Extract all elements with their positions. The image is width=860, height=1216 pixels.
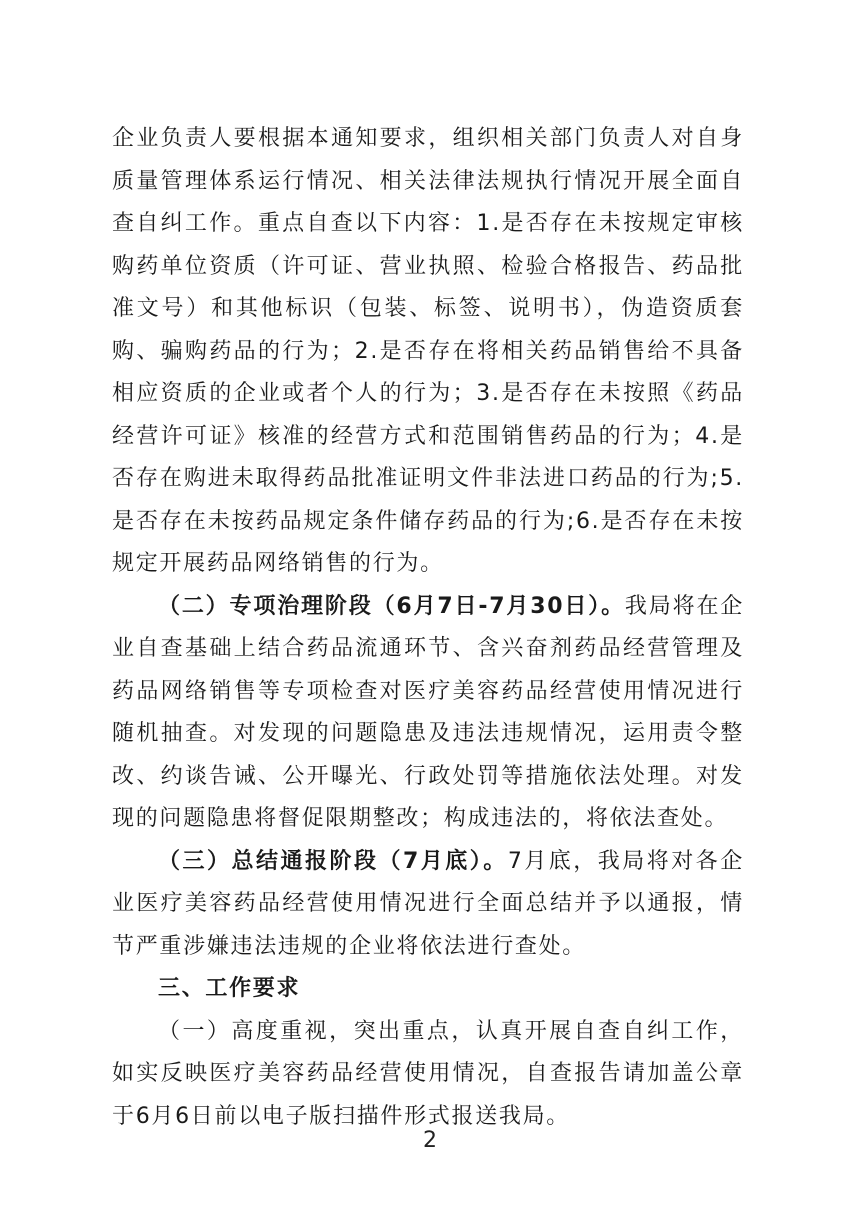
heading-work-requirements: 三、工作要求	[158, 976, 301, 1001]
section-heading-special-governance: （二）专项治理阶段（6月7日-7月30日）。	[158, 593, 625, 619]
paragraph-summary-report	[112, 841, 744, 969]
section-heading-summary-report: （三）总结通报阶段（7月底）。	[158, 848, 508, 874]
section-body-special-governance: 我局将在企业自查基础上结合药品流通环节、含兴奋剂药品经营管理及药品网络销售等专项检查对医疗美容药品经营使用情况进行随机抽查。对发现的问题隐患及违法违规情况，运用责令整改、约谈告诫、公开曝光、行政处罚等措施依法处理。对发现的问题隐患将督促限期整改；构成违法的，将依法查处。	[112, 593, 744, 831]
paragraph-self-inspection-content: 企业负责人要根据本通知要求，组织相关部门负责人对自身质量管理体系运行情况、相关法律法规执行情况开展全面自查自纠工作。重点自查以下内容：1.是否存在未按规定审核购药单位资质（许可证、营业执照、检验合格报告、药品批准文号）和其他标识（包装、标签、说明书），伪造资质套购、骗购药品的行为；2.是否存在将相关药品销售给不具备相应资质的企业或者个人的行为；3.是否存在未按照《药品经营许可证》核准的经营方式和范围销售药品的行为；4.是否存在购进未取得药品批准证明文件非法进口药品的行为;5.是否存在未按药品规定条件储存药品的行为;6.是否存在未按规定开展药品网络销售的行为。	[112, 126, 744, 576]
section-body-summary-report: 7月底，我局将对各企业医疗美容药品经营使用情况进行全面总结并予以通报，情节严重涉嫌违法违规的企业将依法进行查处。	[112, 848, 745, 959]
document-page	[112, 118, 744, 1138]
page-number: 2	[423, 1128, 437, 1153]
paragraph-requirement-one: （一）高度重视，突出重点，认真开展自查自纠工作，如实反映医疗美容药品经营使用情况，自查报告请加盖公章于6月6日前以电子版扫描件形式报送我局。	[112, 1018, 744, 1129]
paragraph-special-governance	[112, 586, 744, 841]
